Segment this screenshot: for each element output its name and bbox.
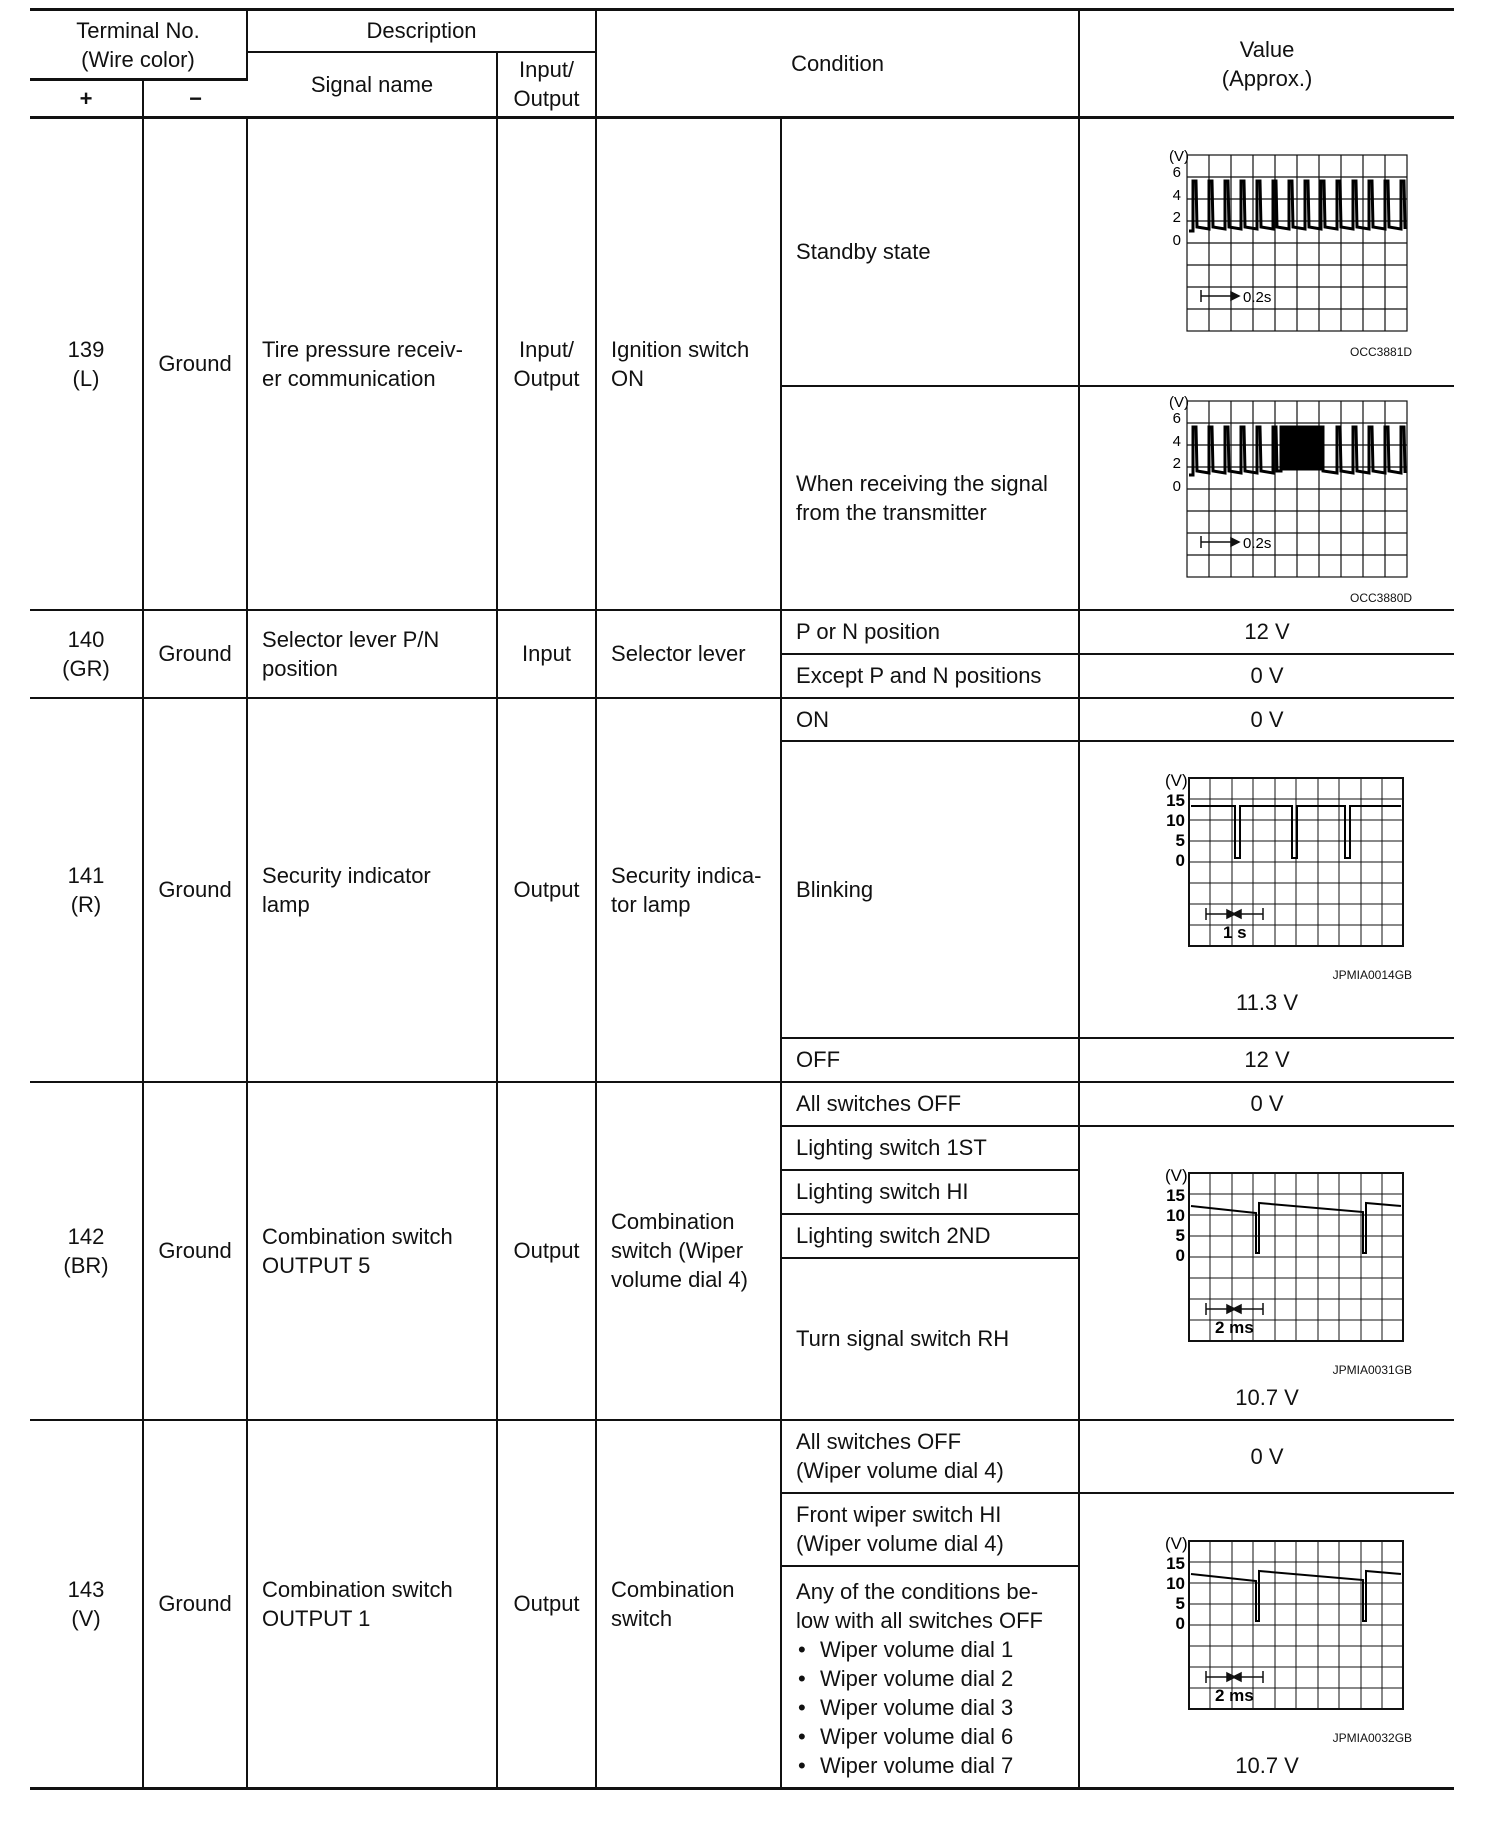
cond-main-141: Security indica-tor lamp bbox=[596, 698, 781, 1082]
terminal-143 bbox=[30, 1420, 143, 1789]
scope-ytick: 15 bbox=[1166, 1186, 1186, 1205]
scope-unit-label: (V) bbox=[1165, 1533, 1188, 1553]
terminal-139 bbox=[30, 118, 143, 610]
value-139-receiving bbox=[1079, 386, 1454, 610]
value-141-blinking bbox=[1079, 741, 1454, 1038]
terminal-number: 139 bbox=[67, 336, 105, 362]
list-item: • Wiper volume dial 3 bbox=[796, 1693, 1064, 1722]
cond-141-off: OFF bbox=[781, 1038, 1079, 1082]
scope-grid bbox=[1187, 155, 1407, 331]
scope-grid bbox=[1189, 778, 1403, 946]
terminal-142 bbox=[30, 1082, 143, 1420]
header-io-line1: Input/ bbox=[519, 57, 575, 83]
scope-waveform bbox=[1191, 806, 1401, 858]
value-text: 11.3 V bbox=[1236, 989, 1299, 1015]
terminal-number: 143 bbox=[67, 1576, 105, 1602]
cond-142-1st: Lighting switch 1ST bbox=[781, 1126, 1079, 1170]
terminal-table-container bbox=[30, 8, 1454, 1790]
list-item: • Wiper volume dial 7 bbox=[796, 1751, 1064, 1780]
scope-ytick: 0 bbox=[1175, 850, 1186, 870]
figure-code: OCC3881D bbox=[1350, 344, 1413, 359]
scope-time-label: 2 ms bbox=[1215, 1318, 1254, 1337]
value-142-scope bbox=[1079, 1126, 1454, 1420]
header-terminal-no bbox=[30, 10, 247, 80]
io-140: Input bbox=[497, 610, 596, 698]
header-condition: Condition bbox=[596, 10, 1079, 118]
scope-time-label: 2 ms bbox=[1215, 1685, 1254, 1705]
oscilloscope-blinking bbox=[1117, 768, 1417, 968]
value-142-all-off: 0 V bbox=[1079, 1082, 1454, 1126]
terminal-number: 141 bbox=[67, 862, 105, 888]
scope-unit-label: (V) bbox=[1169, 147, 1190, 165]
scope-ytick: 15 bbox=[1166, 790, 1186, 810]
cond-139-standby: Standby state bbox=[781, 118, 1079, 386]
cond-143-front-hi bbox=[781, 1493, 1079, 1566]
scope-ytick: 2 bbox=[1172, 208, 1182, 226]
cond-142-2nd: Lighting switch 2ND bbox=[781, 1214, 1079, 1258]
figure-code: JPMIA0031GB bbox=[1332, 1363, 1413, 1377]
list-item: • Wiper volume dial 1 bbox=[796, 1635, 1064, 1664]
scope-waveform bbox=[1189, 427, 1405, 475]
wire-color: (V) bbox=[71, 1605, 101, 1631]
scope-ytick: 10 bbox=[1166, 810, 1186, 830]
header-terminal-no-label: Terminal No. bbox=[76, 17, 200, 43]
terminal-number: 142 bbox=[67, 1223, 105, 1249]
wiper-dial-list bbox=[796, 1635, 1064, 1780]
scope-ytick: 0 bbox=[1175, 1613, 1186, 1633]
value-139-standby bbox=[1079, 118, 1454, 386]
wire-color: (R) bbox=[70, 891, 102, 917]
signal-141: Security indicator lamp bbox=[247, 698, 497, 1082]
scope-unit-label: (V) bbox=[1165, 770, 1188, 790]
value-140-pn: 12 V bbox=[1079, 610, 1454, 654]
signal-143: Combination switch OUTPUT 1 bbox=[247, 1420, 497, 1789]
scope-time-marker bbox=[1201, 290, 1239, 302]
cond-140-except: Except P and N positions bbox=[781, 654, 1079, 698]
wire-color: (L) bbox=[72, 365, 100, 391]
scope-ytick: 4 bbox=[1172, 432, 1182, 450]
figure-code: JPMIA0014GB bbox=[1332, 967, 1413, 982]
wire-color: (BR) bbox=[63, 1252, 109, 1278]
scope-ytick: 5 bbox=[1175, 1226, 1186, 1245]
scope-ytick: 10 bbox=[1166, 1573, 1186, 1593]
scope-time-marker bbox=[1206, 1303, 1263, 1315]
scope-ytick: 0 bbox=[1172, 231, 1182, 249]
cond-main-139: Ignition switch ON bbox=[596, 118, 781, 610]
scope-time-label: 1 s bbox=[1223, 922, 1247, 942]
io-143: Output bbox=[497, 1420, 596, 1789]
scope-ytick: 5 bbox=[1175, 1593, 1186, 1613]
cond-141-on: ON bbox=[781, 698, 1079, 741]
figure-code: OCC3880D bbox=[1350, 590, 1413, 605]
header-minus: − bbox=[143, 80, 247, 118]
figure-code: JPMIA0032GB bbox=[1332, 1730, 1413, 1745]
signal-139: Tire pressure receiv-er communication bbox=[247, 118, 497, 610]
cond-line: (Wiper volume dial 4) bbox=[796, 1458, 1004, 1483]
header-io-line2: Output bbox=[513, 86, 580, 112]
signal-142: Combination switch OUTPUT 5 bbox=[247, 1082, 497, 1420]
scope-ytick: 0 bbox=[1175, 1246, 1186, 1265]
scope-time-marker bbox=[1206, 1671, 1263, 1683]
value-141-on: 0 V bbox=[1079, 698, 1454, 741]
oscilloscope-output5 bbox=[1117, 1163, 1417, 1363]
scope-ytick: 4 bbox=[1172, 186, 1182, 204]
cond-143-all-off bbox=[781, 1420, 1079, 1493]
signal-140: Selector lever P/N position bbox=[247, 610, 497, 698]
scope-time-label: 0.2s bbox=[1243, 288, 1272, 306]
cond-main-143: Combination switch bbox=[596, 1420, 781, 1789]
scope-time-marker bbox=[1206, 908, 1263, 920]
scope-ytick: 2 bbox=[1172, 454, 1182, 472]
terminal-141 bbox=[30, 698, 143, 1082]
header-plus: + bbox=[30, 80, 143, 118]
cond-main-142: Combination switch (Wiper volume dial 4) bbox=[596, 1082, 781, 1420]
scope-time-marker bbox=[1201, 536, 1239, 548]
header-wire-color-label: (Wire color) bbox=[81, 46, 195, 72]
io-141: Output bbox=[497, 698, 596, 1082]
cond-line: (Wiper volume dial 4) bbox=[796, 1531, 1004, 1556]
scope-grid bbox=[1189, 1541, 1403, 1709]
header-approx-label: (Approx.) bbox=[1221, 65, 1313, 91]
ground-140: Ground bbox=[143, 610, 247, 698]
cond-140-pn: P or N position bbox=[781, 610, 1079, 654]
header-value-label: Value bbox=[1239, 36, 1295, 62]
list-item: • Wiper volume dial 6 bbox=[796, 1722, 1064, 1751]
cond-line: Any of the conditions be-low with all switches OFF bbox=[796, 1579, 1043, 1634]
cond-line: Front wiper switch HI bbox=[796, 1502, 1002, 1527]
ground-143: Ground bbox=[143, 1420, 247, 1789]
ground-141: Ground bbox=[143, 698, 247, 1082]
cond-main-140: Selector lever bbox=[596, 610, 781, 698]
scope-time-label: 0.2s bbox=[1243, 534, 1272, 552]
cond-142-turn-rh: Turn signal switch RH bbox=[781, 1258, 1079, 1420]
scope-ytick: 15 bbox=[1166, 1553, 1186, 1573]
scope-ytick: 6 bbox=[1172, 163, 1182, 181]
scope-unit-label: (V) bbox=[1169, 393, 1190, 411]
header-signal-name: Signal name bbox=[247, 52, 497, 118]
scope-ytick: 6 bbox=[1172, 409, 1182, 427]
cond-143-any bbox=[781, 1566, 1079, 1789]
terminal-number: 140 bbox=[67, 626, 105, 652]
header-value bbox=[1079, 10, 1454, 118]
io-139: Input/ Output bbox=[497, 118, 596, 610]
scope-unit-label: (V) bbox=[1165, 1166, 1188, 1185]
cond-line: All switches OFF bbox=[796, 1429, 962, 1454]
oscilloscope-receiving bbox=[1117, 391, 1417, 591]
wire-color: (GR) bbox=[62, 655, 110, 681]
cond-139-receiving: When receiving the signal from the transmitter bbox=[781, 386, 1079, 610]
oscilloscope-standby bbox=[1117, 145, 1417, 345]
terminal-table bbox=[30, 8, 1454, 1790]
value-143-scope bbox=[1079, 1493, 1454, 1789]
scope-ytick: 0 bbox=[1172, 477, 1182, 495]
cond-142-all-off: All switches OFF bbox=[781, 1082, 1079, 1126]
io-142: Output bbox=[497, 1082, 596, 1420]
list-item: • Wiper volume dial 2 bbox=[796, 1664, 1064, 1693]
value-140-except: 0 V bbox=[1079, 654, 1454, 698]
oscilloscope-output1 bbox=[1117, 1531, 1417, 1731]
header-input-output bbox=[497, 52, 596, 118]
header-description: Description bbox=[247, 10, 596, 52]
terminal-140 bbox=[30, 610, 143, 698]
scope-ytick: 5 bbox=[1175, 830, 1186, 850]
cond-141-blinking: Blinking bbox=[781, 741, 1079, 1038]
ground-142: Ground bbox=[143, 1082, 247, 1420]
value-text: 10.7 V bbox=[1235, 1752, 1299, 1778]
value-text: 10.7 V bbox=[1235, 1385, 1299, 1410]
cond-142-hi: Lighting switch HI bbox=[781, 1170, 1079, 1214]
value-141-off: 12 V bbox=[1079, 1038, 1454, 1082]
scope-grid bbox=[1189, 1173, 1403, 1341]
ground-139: Ground bbox=[143, 118, 247, 610]
scope-ytick: 10 bbox=[1166, 1206, 1186, 1225]
value-143-all-off: 0 V bbox=[1079, 1420, 1454, 1493]
